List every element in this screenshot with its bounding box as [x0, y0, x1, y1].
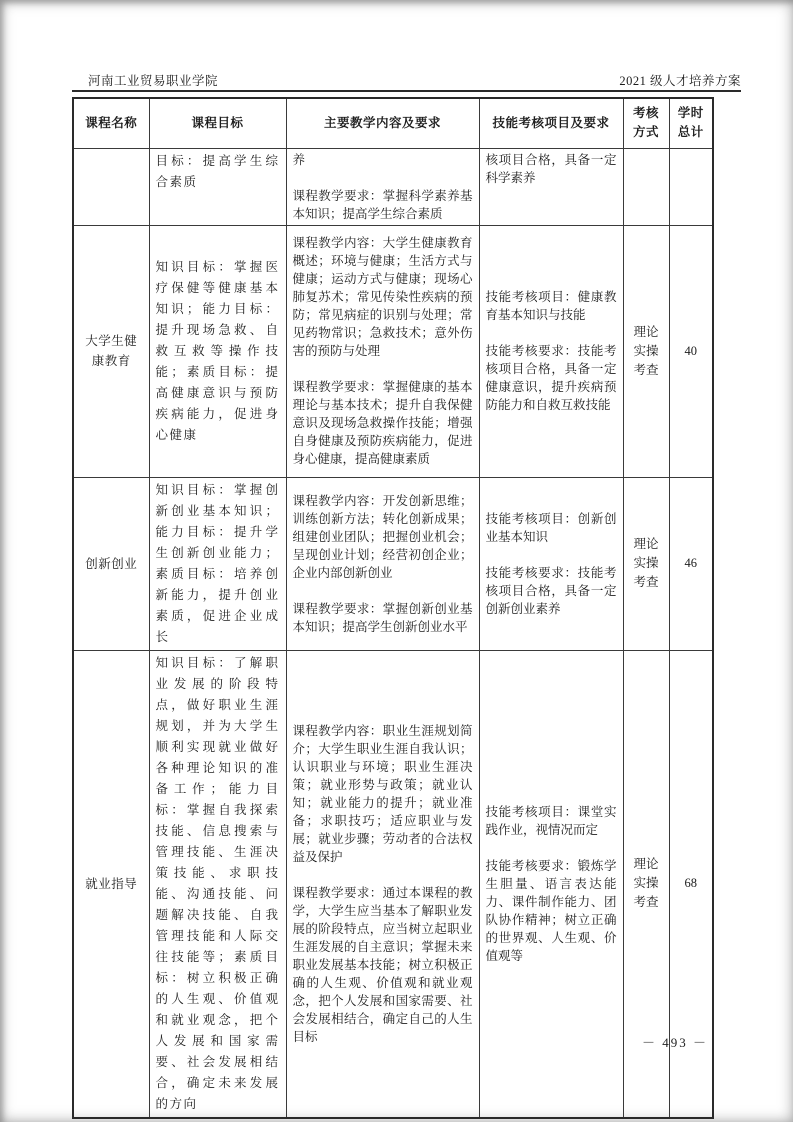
course-goal-cell — [149, 148, 286, 225]
content-paragraph: 课程教学内容：大学生健康教育概述；环境与健康；生活方式与健康；运动方式与健康；现场心肺复苏术；常见传染性疾病的预防；常见病症的识别与处理；常见药物常识；急救技术；意外伤害的预防与处理 — [292, 236, 473, 358]
teaching-content-cell — [286, 477, 479, 650]
col-header-skill-assessment: 技能考核项目及要求 — [479, 98, 623, 148]
content-paragraph: 课程教学要求：掌握创新创业基本知识；提高学生创新创业水平 — [292, 601, 473, 634]
assess-method-cell: 理论实操考查 — [623, 650, 669, 1118]
page-header — [72, 72, 741, 90]
goal-text: 目标：提高学生综合素质 — [155, 153, 280, 189]
teaching-content-cell — [286, 650, 479, 1118]
assessment-paragraph: 核项目合格，具备一定科学素养 — [485, 152, 617, 185]
course-goal-cell — [149, 650, 286, 1118]
assessment-paragraph: 技能考核项目：课堂实践作业，视情况而定 — [485, 804, 617, 837]
assessment-paragraph: 技能考核要求：技能考核项目合格，具备一定健康意识，提升疾病预防能力和自救互救技能 — [485, 344, 617, 412]
goal-text: 知识目标：掌握医疗保健等健康基本知识；能力目标：提升现场急救、自救互救等操作技能；素质目标：提高健康意识与预防疾病能力，促进身心健康 — [155, 259, 280, 442]
goal-text: 知识目标：掌握创新创业基本知识；能力目标：提升学生创新创业能力；素质目标：培养创新能力，提升创业素质，促进企业成长 — [155, 482, 280, 644]
content-paragraph: 课程教学内容：职业生涯规划简介；大学生职业生涯自我认识；认识职业与环境；职业生涯决策；就业形势与政策；就业认知；就业能力的提升；就业准备；求职技巧；适应职业与发展；就业步骤；劳动者的合法权益及保护 — [292, 723, 473, 864]
col-header-assess-method: 考核方式 — [623, 98, 669, 148]
table-row-innovation-entrepreneurship — [73, 477, 713, 650]
goal-text: 知识目标：了解职业发展的阶段特点，做好职业生涯规划，并为大学生顺利实现就业做好各种理论知识的准备工作；能力目标：掌握自我探索技能、信息搜索与管理技能、生涯决策技能、求职技能、沟通技能、问题解决技能、自我管理技能和人际交往技能等；素质目标：树立积极正确的人生观、价值观和就业观念，把个人发展和国家需要、社会发展相结合，确定未来发展的方向 — [155, 655, 280, 1111]
table-header-row — [73, 98, 713, 148]
page-number: － 493 － — [641, 1035, 708, 1050]
total-hours-cell: 40 — [669, 225, 713, 477]
header-rule — [72, 90, 741, 92]
header-institution: 河南工业贸易职业学院 — [88, 74, 219, 88]
table-row-health-education — [73, 225, 713, 477]
col-header-course-name: 课程名称 — [73, 98, 149, 148]
content-paragraph: 课程教学要求：掌握科学素养基本知识；提高学生综合素质 — [292, 188, 473, 221]
assess-method-cell: 理论实操考查 — [623, 477, 669, 650]
content-paragraph: 养 — [292, 152, 306, 167]
assessment-paragraph: 技能考核要求：技能考核项目合格，具备一定创新创业素养 — [485, 565, 617, 616]
course-name-cell — [73, 148, 149, 225]
course-name-cell: 就业指导 — [73, 650, 149, 1118]
course-goal-cell — [149, 225, 286, 477]
header-plan-title: 2021 级人才培养方案 — [619, 74, 741, 88]
course-name-cell: 创新创业 — [73, 477, 149, 650]
total-hours-cell: 68 — [669, 650, 713, 1118]
assessment-paragraph: 技能考核要求：锻炼学生胆量、语言表达能力、课件制作能力、团队协作精神；树立正确的世界观、人生观、价值观等 — [485, 858, 617, 963]
teaching-content-cell — [286, 225, 479, 477]
content-paragraph: 课程教学内容：开发创新思维；训练创新方法；转化创新成果；组建创业团队；把握创业机会；呈现创业计划；经营初创企业；企业内部创新创业 — [292, 493, 473, 580]
assessment-paragraph: 技能考核项目：创新创业基本知识 — [485, 511, 617, 544]
table-row-employment-guidance — [73, 650, 713, 1118]
skill-assessment-cell — [479, 650, 623, 1118]
assess-method-cell — [623, 148, 669, 225]
col-header-teaching-content: 主要教学内容及要求 — [286, 98, 479, 148]
assess-method-cell: 理论实操考查 — [623, 225, 669, 477]
assessment-paragraph: 技能考核项目：健康教育基本知识与技能 — [485, 290, 617, 322]
course-name-cell: 大学生健康教育 — [73, 225, 149, 477]
content-paragraph: 课程教学要求：通过本课程的教学，大学生应当基本了解职业发展的阶段特点，应当树立起职业生涯发展的自主意识；掌握未来职业发展基本技能；树立积极正确的人生观、价值观和就业观念，把个人发展和国家需要、社会发展相结合，确定自己的人生目标 — [292, 885, 473, 1044]
skill-assessment-cell — [479, 225, 623, 477]
col-header-total-hours: 学时总计 — [669, 98, 713, 148]
total-hours-cell: 46 — [669, 477, 713, 650]
col-header-course-goal: 课程目标 — [149, 98, 286, 148]
course-table — [72, 97, 714, 1119]
teaching-content-cell — [286, 148, 479, 225]
skill-assessment-cell — [479, 148, 623, 225]
total-hours-cell — [669, 148, 713, 225]
skill-assessment-cell — [479, 477, 623, 650]
content-paragraph: 课程教学要求：掌握健康的基本理论与基本技术；提升自我保健意识及现场急救操作技能；增强自身健康及预防疾病能力，促进身心健康，提高健康素质 — [292, 380, 473, 466]
table-row-continuation — [73, 148, 713, 225]
course-goal-cell — [149, 477, 286, 650]
